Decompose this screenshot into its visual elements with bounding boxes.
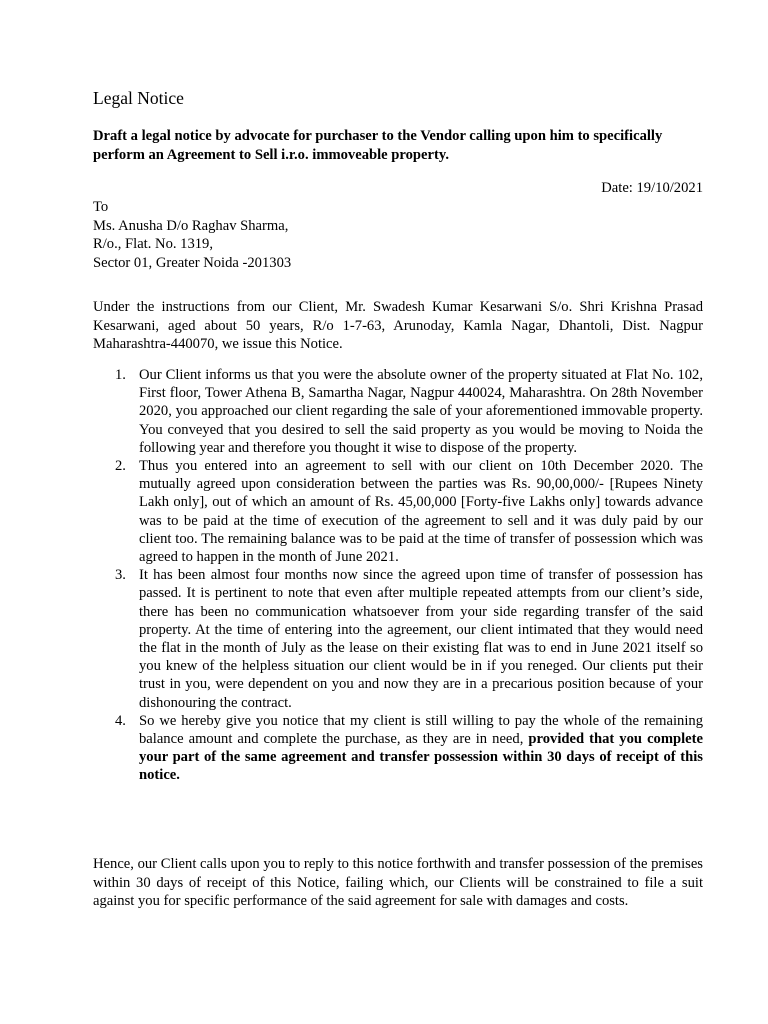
document-subtitle: Draft a legal notice by advocate for purchaser to the Vendor calling upon him to specifically perform an Agreement to Sell i.r.o. immoveable property. [93, 128, 663, 163]
list-item-number: 3. [115, 567, 126, 584]
list-item-number: 4. [115, 712, 126, 729]
page-title: Legal Notice [93, 88, 184, 108]
list-item-text: Thus you entered into an agreement to sell with our client on 10th December 2020. The mutually agreed upon consideration between the parties was Rs. 90,00,000/- [Rupees Ninety Lakh only], out of which an amount of Rs. 45,00,000 [Forty-five Lakhs only] towards advance was to be paid at the time of execution of the agreement to sell and it was duly paid by our client too. The remaining balance was to be paid at the time of transfer of possession which was agreed to happen in the month of June 2021. [139, 458, 703, 566]
list-item-text: So we hereby give you notice that my client is still willing to pay the whole of the remaining balance amount and complete the purchase, as they are in need, [139, 712, 703, 748]
list-item [93, 457, 703, 566]
address-line: To [93, 199, 109, 215]
closing-paragraph: Hence, our Client calls upon you to reply to this notice forthwith and transfer possession of the premises within 30 days of receipt of this Notice, failing which, our Clients will be constrained to file a suit against you for specific performance of the said agreement for sale with damages and costs. [93, 856, 703, 909]
numbered-points-list [93, 366, 703, 785]
address-line: Ms. Anusha D/o Raghav Sharma, [93, 217, 289, 234]
list-item [93, 712, 703, 785]
address-line: Sector 01, Greater Noida -201303 [93, 254, 292, 271]
list-item-text: Our Client informs us that you were the absolute owner of the property situated at Flat No. 102, First floor, Tower Athena B, Samartha Nagar, Nagpur 440024, Maharashtra. On 28th November 2020, you approached our client regarding the sale of your aforementioned immovable property. You conveyed that you desired to sell the said property as you would be moving to Noida the following year and therefore you thought it wise to dispose of the property. [139, 367, 703, 456]
notice-date: Date: 19/10/2021 [601, 180, 703, 196]
list-item-text: It has been almost four months now since the agreed upon time of transfer of possession has passed. It is pertinent to note that even after multiple repeated attempts from our client’s side, there has been no communication whatsoever from your side regarding transfer of the said property. At the time of entering into the agreement, our client intimated that they would need the flat in the month of July as the lease on their existing flat was to end in June 2021 itself so you knew of the helpless situation our client would be in if you reneged. Our clients put their trust in you, were dependent on you and now they are in a precarious position because of your dishonouring the contract. [139, 567, 703, 711]
intro-paragraph: Under the instructions from our Client, Mr. Swadesh Kumar Kesarwani S/o. Shri Krishna Prasad Kesarwani, aged about 50 years, R/o 1-7-63, Arunoday, Kamla Nagar, Dhantoli, Dist. Nagpur Maharashtra-440070, we issue this Notice. [93, 299, 703, 352]
list-item-number: 2. [115, 458, 126, 475]
list-item [93, 366, 703, 457]
recipient-address [93, 198, 291, 272]
list-item-number: 1. [115, 367, 126, 383]
address-line: R/o., Flat. No. 1319, [93, 236, 213, 253]
list-item-bold-text: provided that you complete your part of the same agreement and transfer possession within 30 days of receipt of this notice. [139, 731, 703, 784]
list-item [93, 566, 703, 712]
